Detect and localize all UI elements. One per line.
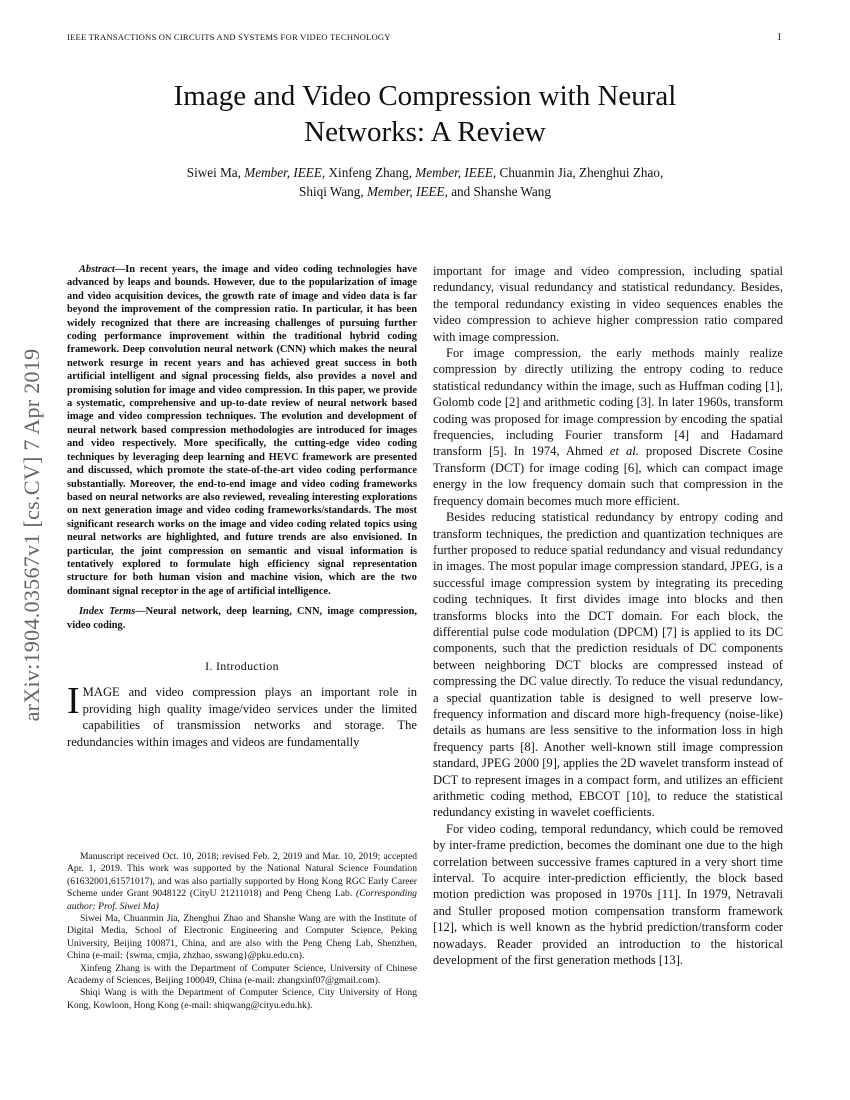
author-line-2 xyxy=(60,182,790,201)
abstract xyxy=(67,263,417,598)
index-terms xyxy=(67,605,417,632)
title-line-1: Image and Video Compression with Neural xyxy=(173,80,677,112)
body-paragraph: Besides reducing statistical redundancy by entropy coding and transform techniques, the prediction and quantization techniques are further proposed to reduce spatial redundancy and visual redundancy in images. The most popular image compression standard, JPEG, is a successful image compression system by integrating its preceding coding techniques. It first divides image into blocks and then transforms blocks into the DCT domain. For each block, the differential pulse code modulation (DPCM) [7] is applied to its DC components, such that the prediction residuals of DC components between neighboring DCT blocks are compressed instead of compressing the DC value directly. To reduce the visual redundancy, a special quantization table is designed to well preserve low-frequency information and discard more high-frequency (noise-like) details as humans are less sensitive to the information loss in high frequency parts [8]. Another well-known still image compression standard, JPEG 2000 [9], applies the 2D wavelet transform instead of DCT to represent images in a compact form, and utilizes an efficient arithmetic coding method, EBCOT [10], to reduce the statistical redundancy existing in wavelet coefficients. xyxy=(433,510,783,820)
footnote-text: Manuscript received Oct. 10, 2018; revised Feb. 2, 2019 and Mar. 10, 2019; accepted Apr. 1, 2019. This work was supported by the National Natural Science Foundation (61632001,61571017), and was also partially supported by Hong Kong RGC Early Career Scheme under Grant 9048122 (CityU 21211018) and Peng Cheng Lab. xyxy=(67,851,417,900)
footnote-affiliation-cityu: Shiqi Wang is with the Department of Computer Science, City University of Hong Kong, Kowloon, Hong Kong (e-mail: shiqwang@cityu.edu.hk). xyxy=(67,987,417,1011)
author-name: Siwei Ma, xyxy=(186,165,241,180)
index-terms-text: —Neural network, deep learning, CNN, image compression, video coding. xyxy=(67,606,417,631)
author-line-1 xyxy=(60,163,790,182)
author-name: and Shanshe Wang xyxy=(451,184,551,199)
footnote-affiliation-pku: Siwei Ma, Chuanmin Jia, Zhenghui Zhao and Shanshe Wang are with the Institute of Digital Media, School of Electronic Engineering and Computer Science, Peking University, Beijing 100871, China, and are also with the Peng Cheng Lab, Shenzhen, China (e-mail: {swma, cmjia, zhzhao, sswang}@pku.edu.cn). xyxy=(67,913,417,962)
body-paragraph: For video coding, temporal redundancy, which could be removed by inter-frame prediction, becomes the dominant one due to the high correlation between successive frames captured in a very short time interval. To acquire inter-prediction efficiently, the block based motion prediction was proposed in 1970s [11]. In 1979, Netravali and Stuller proposed motion compensation transform framework [12], which is well known as the hybrid prediction/transform coder nowadays. Reader provided an introduction to the historical development of the first generation methods [13]. xyxy=(433,821,783,968)
body-paragraph xyxy=(433,345,783,509)
paragraph-text: proposed Discrete Cosine Transform (DCT) for image coding [6], which can compact image energy in the low frequency domain such that compression in the frequency domain becomes much more efficient. xyxy=(433,444,783,508)
journal-name: IEEE TRANSACTIONS ON CIRCUITS AND SYSTEMS FOR VIDEO TECHNOLOGY xyxy=(67,32,391,42)
abstract-text: —In recent years, the image and video coding technologies have advanced by leaps and bounds. However, due to the popularization of image and video acquisition devices, the growth rate of image and video data is far beyond the improvement of the compression ratio. In particular, it has been widely recognized that there are increasing challenges of pursuing further coding performance improvement within the traditional hybrid coding framework. Deep convolution neural network (CNN) which makes the neural network resurge in recent years and has achieved great success in both artificial intelligent and signal processing fields, also provides a novel and promising solution for image and video compression. In this paper, we provide a systematic, comprehensive and up-to-date review of neural network based image and video compression techniques. The evolution and development of neural network based compression methodologies are introduced for images and video respectively. More specifically, the cutting-edge video coding techniques by leveraging deep learning and HEVC framework are presented and discussed, which promote the state-of-the-art video coding performance substantially. Moreover, the end-to-end image and video coding frameworks based on neural networks are also reviewed, revealing interesting explorations on next generation image and video coding frameworks/standards. The most significant research works on the image and video coding related topics using neural networks are highlighted, and future trends are also envisioned. In particular, the joint compression on semantic and visual information is tentatively explored to formulate high efficiency signal representation structure for both human vision and machine vision, which are the two dominant signal receptor in the age of artificial intelligence. xyxy=(67,264,417,597)
right-column xyxy=(433,263,783,968)
index-terms-label: Index Terms xyxy=(79,606,136,618)
author-role: Member, IEEE, xyxy=(366,184,448,199)
author-name: Shiqi Wang, xyxy=(299,184,364,199)
footnote-affiliation-ucas: Xinfeng Zhang is with the Department of Computer Science, University of Chinese Academy of Sciences, Beijing 100049, China (e-mail: zhangxinf07@gmail.com). xyxy=(67,962,417,987)
page-number: 1 xyxy=(776,32,782,43)
intro-paragraph xyxy=(67,680,417,750)
arxiv-stamp xyxy=(8,300,56,770)
corresponding-author: (Corresponding author: Prof. Siwei Ma) xyxy=(67,888,417,912)
intro-text: MAGE and video compression plays an important role in providing high quality image/video services under the limited capabilities of transmission networks and storage. The redundancies within images and videos are fundamentally xyxy=(67,685,417,749)
paper-title xyxy=(60,78,790,150)
author-role: Member, IEEE, xyxy=(244,165,326,180)
footnotes xyxy=(67,851,417,1012)
paragraph-text: For image compression, the early methods mainly realize compression by directly utilizing the entropy coding to reduce statistical redundancy within the image, such as Huffman coding [1], Golomb code [2] and arithmetic coding [3]. In later 1960s, transform coding was proposed for image compression by encoding the spatial frequencies, including Fourier transform [4] and Hadamard transform [5]. In 1974, Ahmed xyxy=(433,346,783,459)
author-names: Chuanmin Jia, Zhenghui Zhao, xyxy=(499,165,664,180)
author-role: Member, IEEE, xyxy=(415,165,497,180)
left-column xyxy=(67,263,417,750)
et-al: et al. xyxy=(609,444,639,459)
author-list xyxy=(60,163,790,201)
drop-cap: I xyxy=(67,680,80,723)
section-heading-introduction: I. Introduction xyxy=(205,658,279,673)
author-name: Xinfeng Zhang, xyxy=(328,165,412,180)
arxiv-identifier: arXiv:1904.03567v1 [cs.CV] 7 Apr 2019 xyxy=(19,348,44,722)
body-paragraph: important for image and video compression, including spatial redundancy, visual redundancy and statistical redundancy. Besides, the temporal redundancy existing in video sequences enables the video compression to achieve higher compression ratio compared with image compression. xyxy=(433,264,783,344)
abstract-label: Abstract xyxy=(79,264,115,275)
running-header xyxy=(67,32,782,46)
footnote-manuscript xyxy=(67,851,417,913)
title-line-2: Networks: A Review xyxy=(304,116,546,148)
